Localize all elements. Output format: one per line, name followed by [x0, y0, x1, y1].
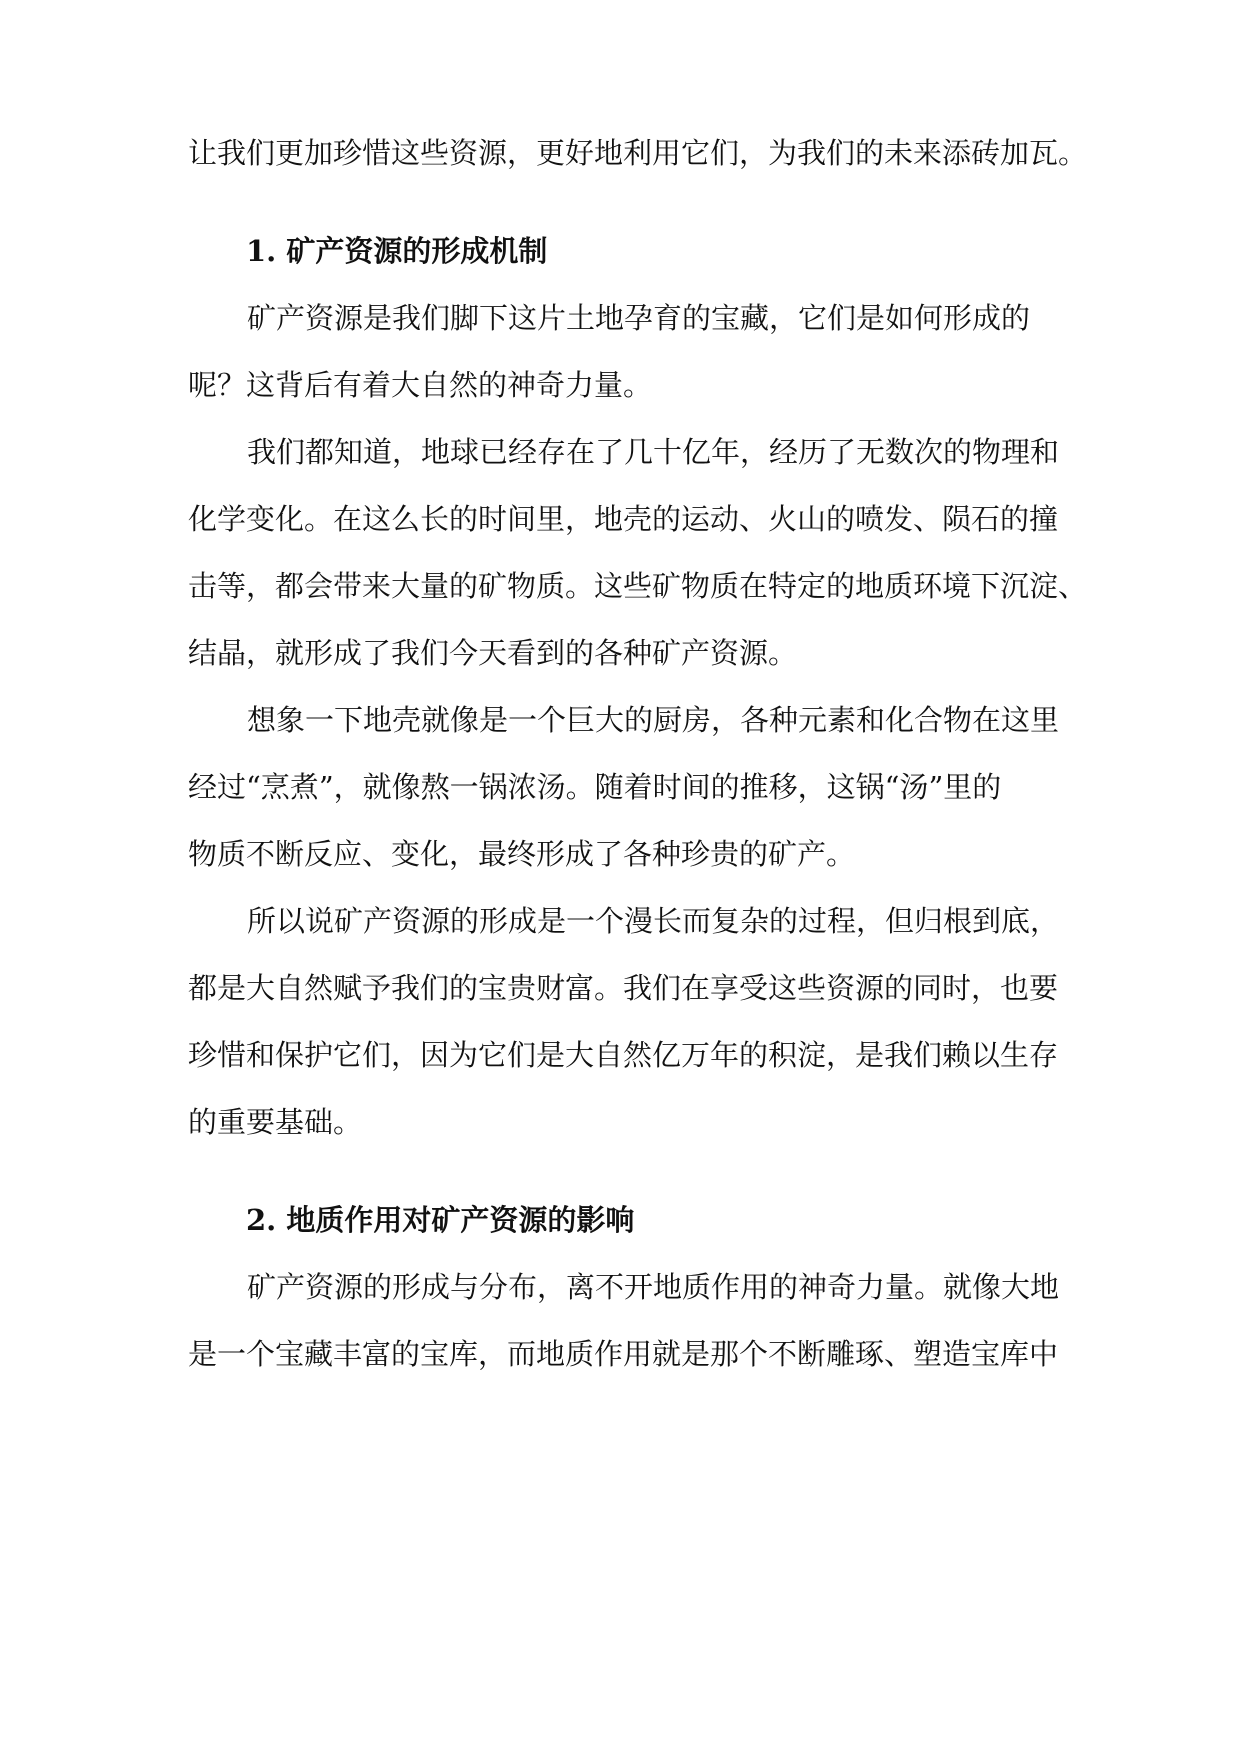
paragraph-line: 都是大自然赋予我们的宝贵财富。我们在享受这些资源的同时，也要 [188, 971, 1059, 1005]
paragraph-line: 让我们更加珍惜这些资源，更好地利用它们，为我们的未来添砖加瓦。 [188, 136, 1088, 170]
paragraph-line: 所以说矿产资源的形成是一个漫长而复杂的过程，但归根到底， [247, 904, 1060, 938]
paragraph-line: 是一个宝藏丰富的宝库，而地质作用就是那个不断雕琢、塑造宝库中 [188, 1337, 1059, 1371]
paragraph-line: 化学变化。在这么长的时间里，地壳的运动、火山的喷发、陨石的撞 [188, 502, 1059, 536]
paragraph-line: 珍惜和保护它们，因为它们是大自然亿万年的积淀，是我们赖以生存 [188, 1038, 1059, 1072]
section-heading-1: 1. 矿产资源的形成机制 [246, 234, 548, 268]
paragraph-line: 物质不断反应、变化，最终形成了各种珍贵的矿产。 [188, 837, 856, 871]
paragraph-line: 我们都知道，地球已经存在了几十亿年，经历了无数次的物理和 [247, 435, 1060, 469]
paragraph-line: 呢？这背后有着大自然的神奇力量。 [188, 368, 653, 402]
paragraph-line: 想象一下地壳就像是一个巨大的厨房，各种元素和化合物在这里 [247, 703, 1060, 737]
paragraph-line: 的重要基础。 [188, 1105, 363, 1139]
paragraph-line: 矿产资源是我们脚下这片土地孕育的宝藏，它们是如何形成的 [247, 301, 1031, 335]
section-heading-2: 2. 地质作用对矿产资源的影响 [246, 1203, 635, 1237]
paragraph-line: 经过“烹煮”，就像熬一锅浓汤。随着时间的推移，这锅“汤”里的 [188, 770, 1002, 804]
paragraph-line: 结晶，就形成了我们今天看到的各种矿产资源。 [188, 636, 798, 670]
paragraph-line: 击等，都会带来大量的矿物质。这些矿物质在特定的地质环境下沉淀、 [188, 569, 1088, 603]
paragraph-line: 矿产资源的形成与分布，离不开地质作用的神奇力量。就像大地 [247, 1270, 1060, 1304]
